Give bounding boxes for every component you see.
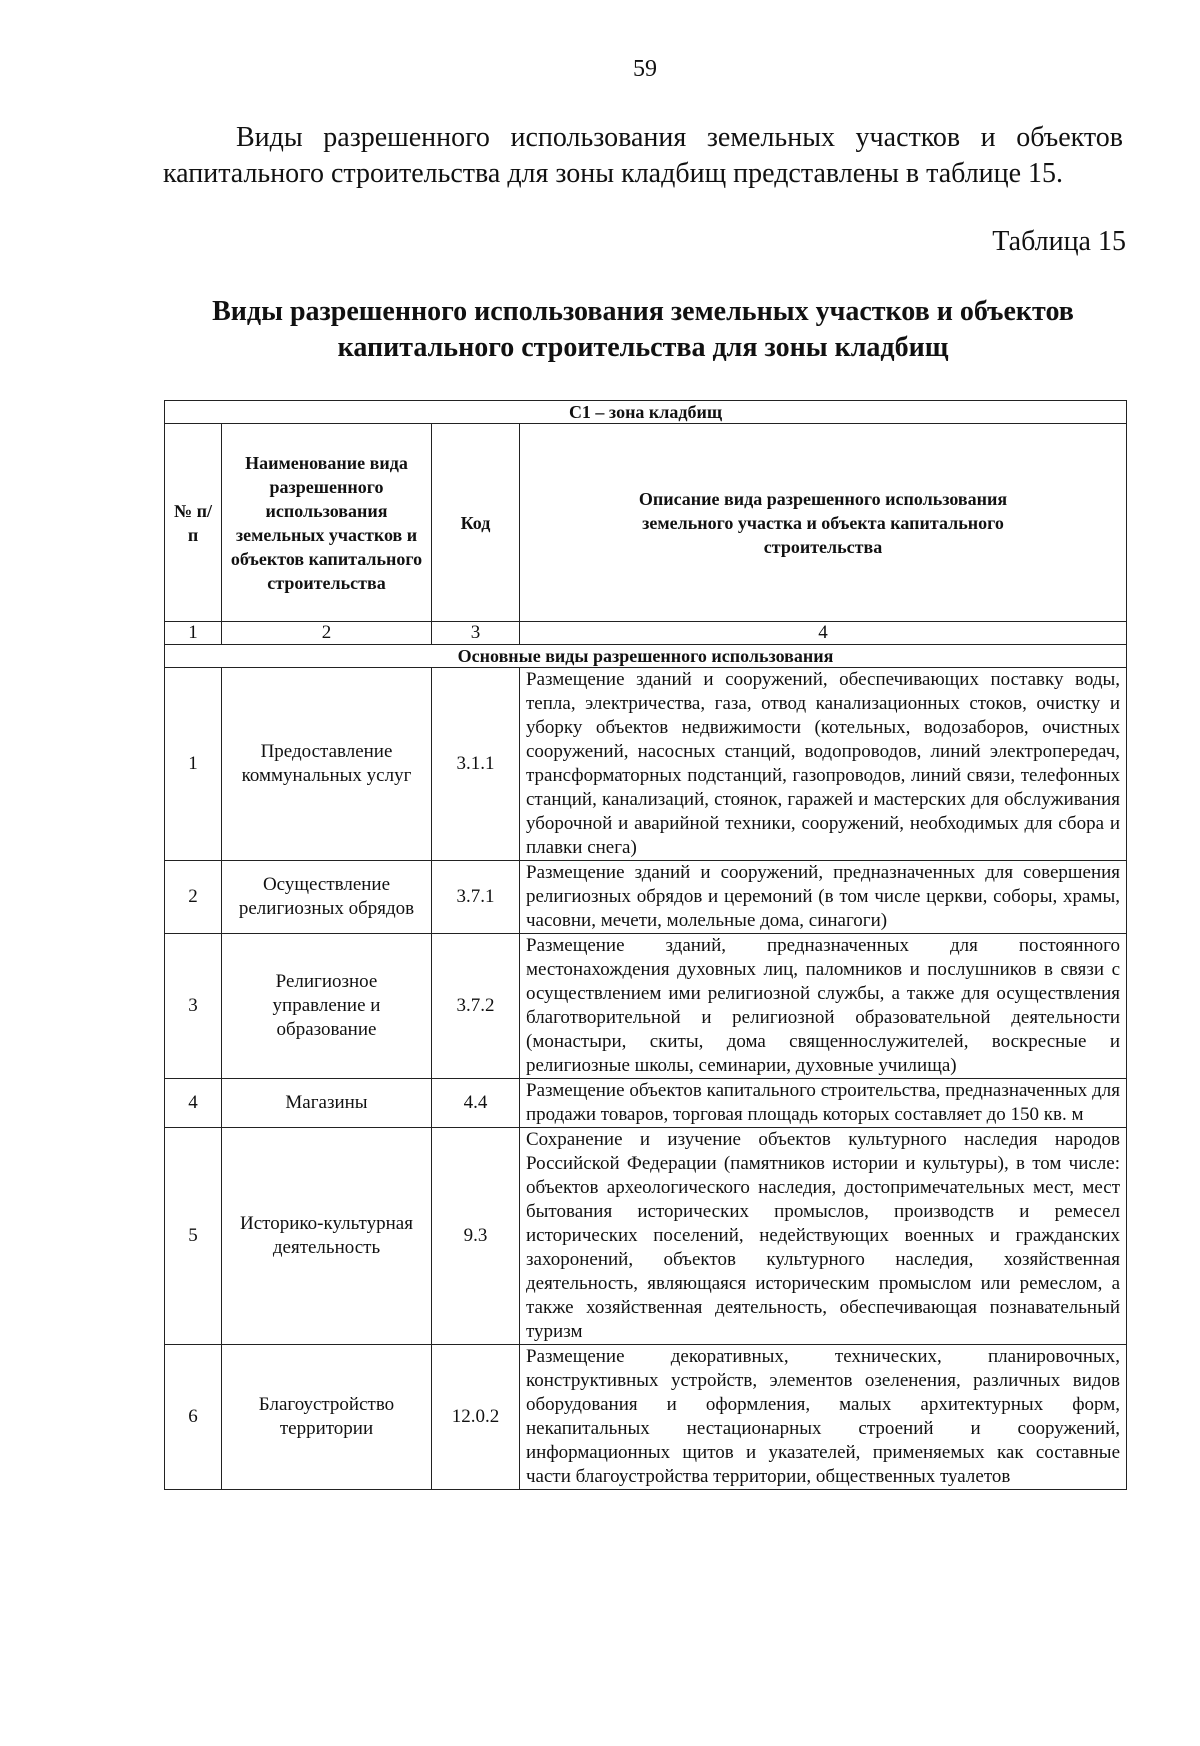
zone-header-row	[165, 401, 1127, 424]
table-title	[163, 294, 1123, 366]
col-number-2: 2	[222, 622, 432, 645]
table-row	[165, 861, 1127, 934]
col-number-4: 4	[520, 622, 1127, 645]
row-num: 3	[165, 934, 222, 1079]
row-num: 1	[165, 668, 222, 861]
header-num: № п/п	[165, 424, 222, 622]
row-description: Размещение декоративных, технических, планировочных, конструктивных устройств, элементов озеленения, различных видов оборудования и оформления, малых архитектурных форм, некапитальных нестационарных строений и сооружений, информационных щитов и указателей, применяемых как составные части благоустройства территории, общественных туалетов	[520, 1345, 1127, 1490]
zone-header: С1 – зона кладбищ	[165, 401, 1127, 424]
row-num: 6	[165, 1345, 222, 1490]
column-header-row	[165, 424, 1127, 622]
col-number-1: 1	[165, 622, 222, 645]
table-row	[165, 1345, 1127, 1490]
row-code: 3.7.1	[432, 861, 520, 934]
row-num: 5	[165, 1128, 222, 1345]
table-row	[165, 1079, 1127, 1128]
table-title-line-1: Виды разрешенного использования земельных участков и объектов	[212, 296, 1074, 327]
page-number: 59	[633, 56, 657, 82]
row-name: Историко-культурная деятельность	[222, 1128, 432, 1345]
table-row	[165, 1128, 1127, 1345]
row-description: Сохранение и изучение объектов культурного наследия народов Российской Федерации (памятников истории и культуры), в том числе: объектов археологического наследия, достопримечательных мест, мест бытования исторических промыслов, производств и ремесел исторических поселений, недействующих военных и гражданских захоронений, объектов культурного наследия, хозяйственная деятельность, являющаяся историческим промыслом или ремеслом, а также хозяйственная деятельность, обеспечивающая познавательный туризм	[520, 1128, 1127, 1345]
land-use-table	[164, 400, 1127, 1490]
header-description: Описание вида разрешенного использования земельного участка и объекта капитального строительства	[520, 424, 1127, 622]
row-description: Размещение объектов капитального строительства, предназначенных для продажи товаров, торговая площадь которых составляет до 150 кв. м	[520, 1079, 1127, 1128]
row-description: Размещение зданий и сооружений, обеспечивающих поставку воды, тепла, электричества, газа, отвод канализационных стоков, очистку и уборку объектов недвижимости (котельных, водозаборов, очистных сооружений, насосных станций, водопроводов, линий электропередач, трансформаторных подстанций, газопроводов, линий связи, телефонных станций, канализаций, стоянок, гаражей и мастерских для обслуживания уборочной и аварийной техники, сооружений, необходимых для сбора и плавки снега)	[520, 668, 1127, 861]
table-label: Таблица 15	[992, 226, 1126, 257]
row-num: 2	[165, 861, 222, 934]
row-name: Религиозное управление и образование	[222, 934, 432, 1079]
row-num: 4	[165, 1079, 222, 1128]
row-code: 12.0.2	[432, 1345, 520, 1490]
row-name: Благоустройство территории	[222, 1345, 432, 1490]
row-description: Размещение зданий, предназначенных для постоянного местонахождения духовных лиц, паломников и послушников в связи с осуществлением ими религиозной службы, а также для осуществления благотворительной и религиозной образовательной деятельности (монастыри, скиты, дома священнослужителей, воскресные и религиозные школы, семинарии, духовные училища)	[520, 934, 1127, 1079]
table-row	[165, 668, 1127, 861]
table-title-line-2: капитального строительства для зоны кладбищ	[337, 332, 949, 363]
row-description: Размещение зданий и сооружений, предназначенных для совершения религиозных обрядов и церемоний (в том числе церкви, соборы, храмы, часовни, мечети, молельные дома, синагоги)	[520, 861, 1127, 934]
intro-paragraph: Виды разрешенного использования земельных участков и объектов капитального строительства для зоны кладбищ представлены в таблице 15.	[163, 122, 1123, 189]
row-code: 9.3	[432, 1128, 520, 1345]
row-name: Осуществление религиозных обрядов	[222, 861, 432, 934]
column-number-row	[165, 622, 1127, 645]
row-name: Предоставление коммунальных услуг	[222, 668, 432, 861]
header-name: Наименование вида разрешенного использования земельных участков и объектов капитального строительства	[222, 424, 432, 622]
header-code: Код	[432, 424, 520, 622]
row-code: 3.1.1	[432, 668, 520, 861]
section-row	[165, 645, 1127, 668]
row-code: 3.7.2	[432, 934, 520, 1079]
col-number-3: 3	[432, 622, 520, 645]
row-name: Магазины	[222, 1079, 432, 1128]
table-row	[165, 934, 1127, 1079]
row-code: 4.4	[432, 1079, 520, 1128]
section-heading: Основные виды разрешенного использования	[165, 645, 1127, 668]
